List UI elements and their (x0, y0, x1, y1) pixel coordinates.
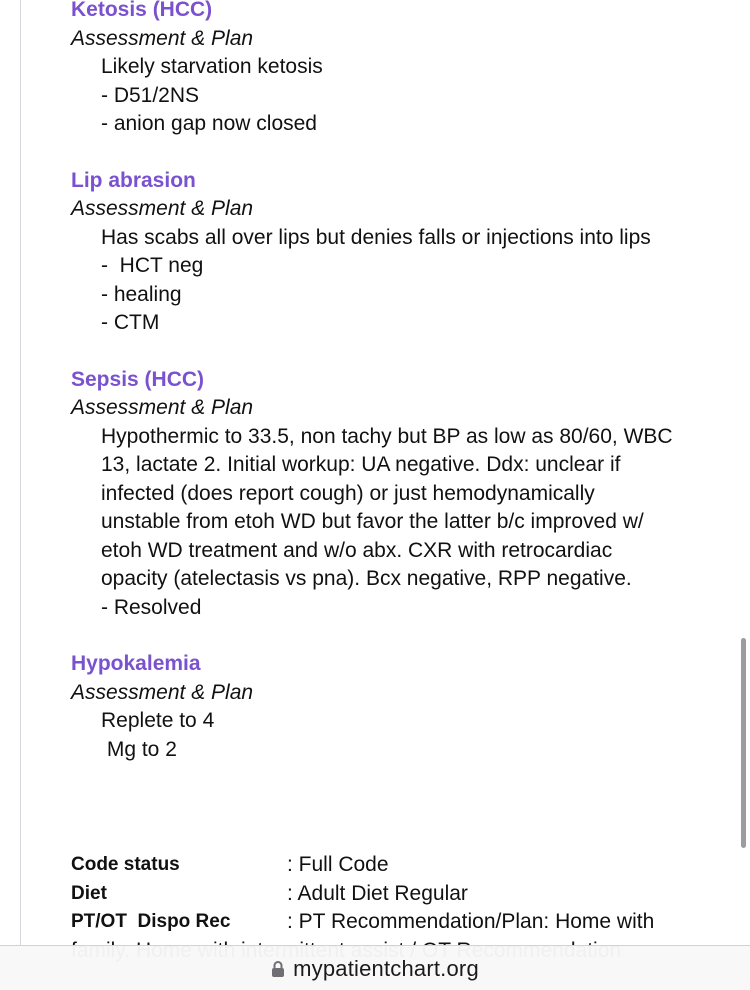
plan-line: - HCT neg (101, 254, 204, 277)
ptot-row (71, 908, 711, 937)
plan-line: - Resolved (101, 595, 202, 619)
plan-line: Has scabs all over lips but denies falls or injections into lips (101, 225, 651, 249)
plan-line: Mg to 2 (101, 737, 177, 761)
plan-line: Replete to 4 (101, 709, 215, 732)
plan-line: unstable from etoh WD but favor the latter b/c improved w/ (101, 510, 644, 533)
assessment-plan-body (71, 707, 711, 764)
diet-row (71, 880, 711, 909)
plan-line: Likely starvation ketosis (101, 55, 323, 78)
url-text[interactable]: mypatientchart.org (293, 955, 479, 981)
problem-title: Ketosis (HCC) (71, 0, 213, 21)
problem-section-sepsis (71, 366, 711, 623)
diet-value: : Adult Diet Regular (287, 881, 468, 905)
problem-section-lip-abrasion (71, 167, 711, 338)
scrollbar-thumb[interactable] (741, 638, 746, 848)
left-border (20, 0, 21, 945)
problem-section-hypokalemia (71, 650, 711, 764)
ptot-value: : PT Recommendation/Plan: Home with (287, 910, 655, 934)
plan-line: - healing (101, 282, 182, 306)
assessment-plan-label: Assessment & Plan (71, 680, 254, 704)
problem-title: Hypokalemia (71, 652, 201, 675)
assessment-plan-label: Assessment & Plan (71, 26, 254, 50)
plan-line: - anion gap now closed (101, 112, 317, 135)
assessment-plan-label: Assessment & Plan (71, 197, 254, 220)
problem-title: Sepsis (HCC) (71, 367, 205, 391)
plan-line: - D51/2NS (101, 83, 200, 107)
ptot-label: PT/OT Dispo Rec (71, 911, 231, 933)
url-display[interactable] (271, 956, 479, 982)
plan-line: infected (does report cough) or just hemodynamically (101, 481, 595, 505)
problem-title: Lip abrasion (71, 168, 196, 192)
code-status-value: : Full Code (287, 853, 389, 877)
problem-list (71, 0, 711, 764)
plan-line: opacity (atelectasis vs pna). Bcx negative, RPP negative. (101, 567, 632, 590)
plan-line: 13, lactate 2. Initial workup: UA negative. Ddx: unclear if (101, 453, 621, 476)
diet-label: Diet (71, 882, 107, 904)
assessment-plan-label: Assessment & Plan (71, 396, 254, 419)
browser-address-bar[interactable] (0, 945, 750, 990)
code-status-label: Code status (71, 854, 180, 876)
lock-icon (271, 960, 285, 978)
assessment-plan-body (71, 53, 711, 139)
plan-line: Hypothermic to 33.5, non tachy but BP as low as 80/60, WBC (101, 424, 673, 448)
assessment-plan-body (71, 224, 711, 338)
code-status-row (71, 851, 711, 880)
plan-line: etoh WD treatment and w/o abx. CXR with retrocardiac (101, 538, 613, 562)
plan-line: - CTM (101, 311, 160, 334)
problem-section-ketosis (71, 0, 711, 139)
assessment-plan-body (71, 423, 711, 623)
